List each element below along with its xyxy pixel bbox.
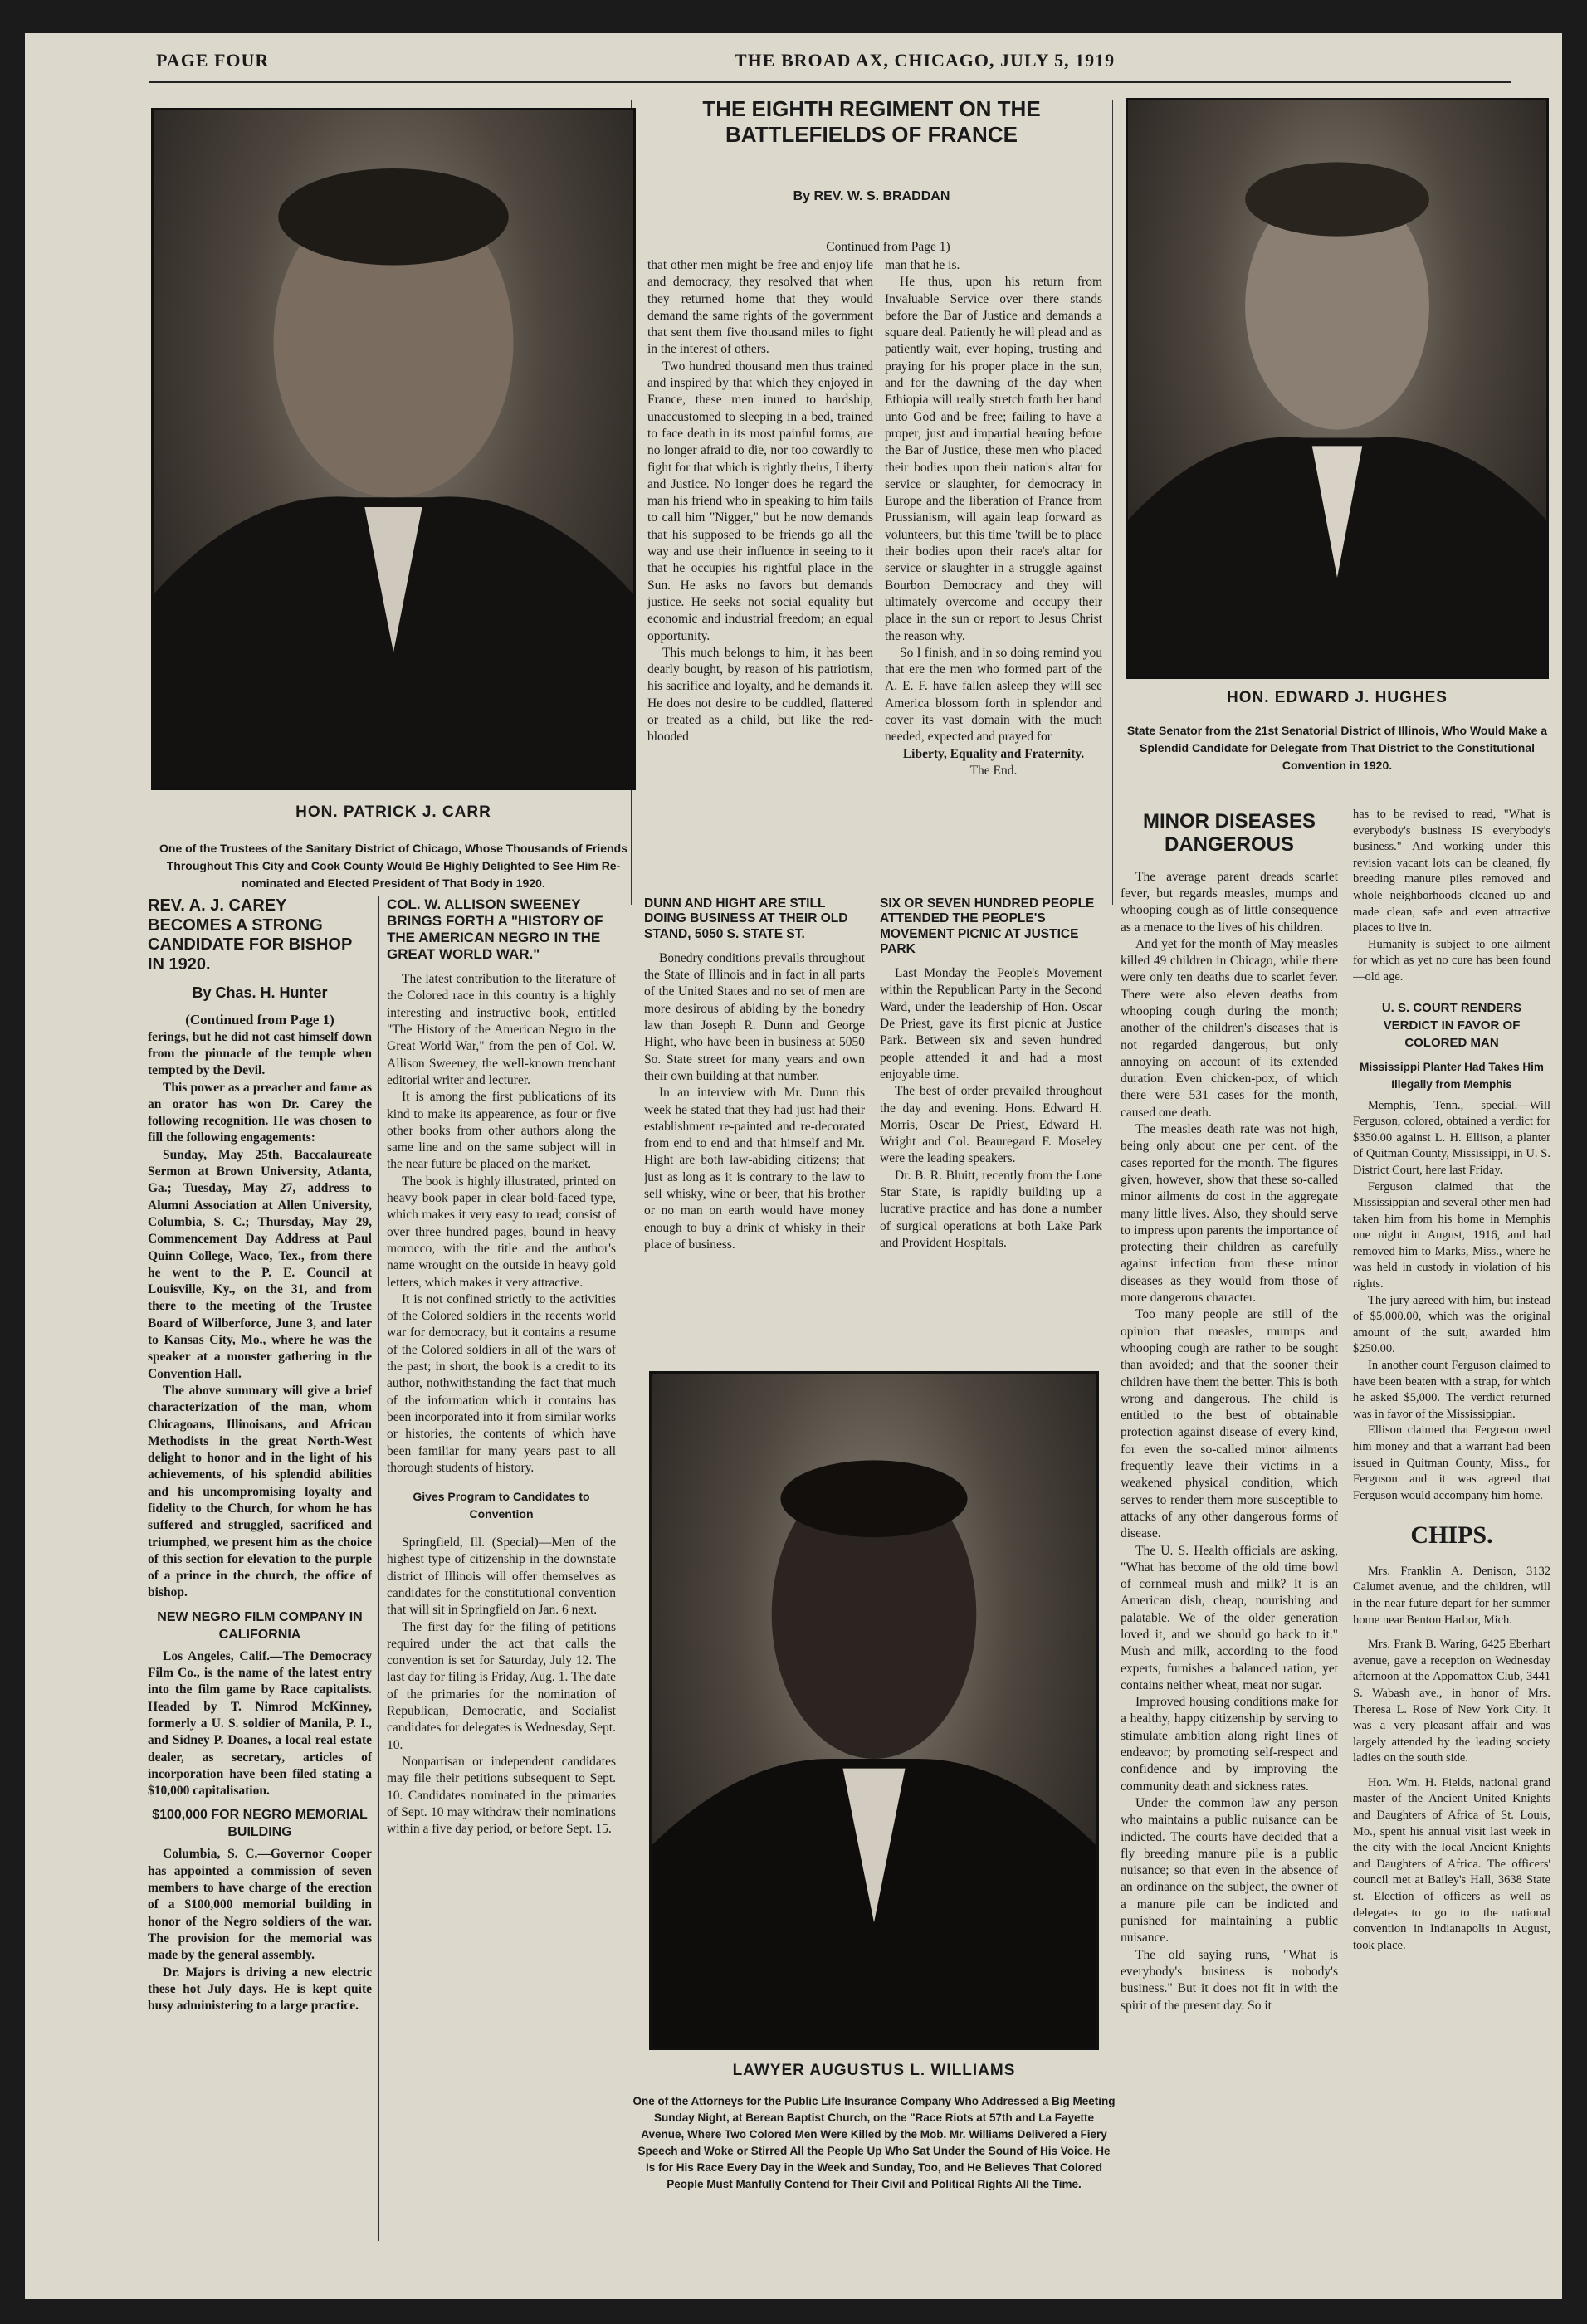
- eighth-regiment-title: THE EIGHTH REGIMENT ON THE BATTLEFIELDS OF FRANCE: [702, 96, 1041, 147]
- article-paragraph: man that he is.: [885, 258, 960, 272]
- article-paragraph: Under the common law any person who maintains a public nuisance can be indicted. The courts have decided that a fly breeding manure pile is a public nuisance; so that even in the absence of an ordinance on the subject, the owner of a manure pile can be indicted and punished for maintaining a public nuisance.: [1121, 1795, 1338, 1946]
- article-paragraph: The first day for the filing of petitions required under the act that calls the convention is set for Saturday, July 12. The last day for filing is Friday, Aug. 1. The date of the primaries for the nomination of Republican, Democratic, and Socialist candidates for delegates is Wednesday, Sept. 10.: [387, 1619, 616, 1752]
- column-1-lower: [148, 896, 372, 2241]
- minor-diseases-article: [1121, 807, 1338, 2241]
- article-paragraph: Hon. Wm. H. Fields, national grand master of the Ancient United Knights and Daughters of Africa of St. Louis, Mo., spent his annual visit last week in the city with the local Ancient Knights and Daughters of Africa. The officers' council met at Bailey's Hall, 3638 State st. Election of officers as well as delegates to go to the national convention in Indianapolis in August, took place.: [1353, 1775, 1550, 1952]
- dunn-hight-article: [644, 896, 865, 1361]
- article-paragraph: The best of order prevailed throughout the day and evening. Hons. Edward H. Morris, Oscar De Priest, Edward H. Wright and Col. Beauregard F. Moseley were the leading speakers.: [880, 1084, 1102, 1166]
- continued-note: (Continued from Page 1): [185, 1012, 334, 1028]
- article-paragraph: Sunday, May 25th, Baccalaureate Sermon at Brown University, Atlanta, Ga.; Tuesday, May 27, address to Alumni Association at Allen University, Columbia, S. C.; Thursday, May 29, Commencement Day Address at Paul Quinn College, Waco, Tex., from there he went to the P. E. Council at Louisville, Ky., on the 31, and from there to the meeting of the Trustee Board of Wilberforce, June 3, and later to Kansas City, Mo., where he was the speaker at a monster gathering in the Convention Hall.: [148, 1147, 372, 1381]
- article-paragraph: The above summary will give a brief characterization of the man, whom Chicagoans, Illinoisans, and African Methodists in the great North-West delight to honor and in the light of his achievements, of his splendid abilities and his uncompromising loyalty and fidelity to the Church, for whom he has suffered and struggled, sacrificed and triumphed, we present him as the choice of this section for elevation to the purple of a prince in the church, the office of bishop.: [148, 1383, 372, 1600]
- article-paragraph: Mrs. Frank B. Waring, 6425 Eberhart avenue, gave a reception on Wednesday afternoon at the Appomattox Club, 3441 S. Wabash ave., in honor of Mrs. Theresa L. Rose of New York City. It was a very pleasant affair and was largely attended by the leading society ladies on the south side.: [1353, 1638, 1550, 1765]
- court-subtitle: Mississippi Planter Had Takes Him Illegally from Memphis: [1360, 1060, 1544, 1091]
- portrait-augustus-williams: [649, 1371, 1099, 2050]
- article-paragraph: Ellison claimed that Ferguson owed him money and that a warrant had been issued in Quitman County, Miss., for Ferguson and it was agreed that Ferguson would accompany him home.: [1353, 1423, 1550, 1502]
- article-paragraph: In another count Ferguson claimed to have been beaten with a strap, for which he asked $5,000. The verdict returned was in favor of the Mississippian.: [1353, 1359, 1550, 1421]
- article-paragraph: Last Monday the People's Movement within the Republican Party in the Second Ward, under the leadership of Hon. Oscar De Priest, gave its first picnic at Justice Park. Between six and seven hundred people attended it and had a most enjoyable time.: [880, 966, 1102, 1081]
- chips-title: CHIPS.: [1410, 1521, 1493, 1550]
- article-paragraph: The book is highly illustrated, printed on heavy book paper in clear bold-faced type, which makes it very easy to read; consist of over three hundred pages, bound in heavy morocco, with the title and the author's name wrought on the outside in heavy gold letters, which makes it very attractive.: [387, 1174, 616, 1290]
- eighth-regiment-col2: [885, 257, 1102, 888]
- sweeney-title: COL. W. ALLISON SWEENEY BRINGS FORTH A "HISTORY OF THE AMERICAN NEGRO IN THE GREAT WORLD WAR.": [387, 896, 603, 963]
- article-paragraph: Ferguson claimed that the Mississippian and several other men had taken him from his home in Memphis one night in August, 1916, and had removed him to Marks, Miss., where he was held in custody in violation of his rights.: [1353, 1179, 1550, 1291]
- article-paragraph: Dr. B. R. Bluitt, recently from the Lone Star State, is rapidly building up a lucrative practice and has done a number of surgical operations at both Lake Park and Provident Hospitals.: [880, 1168, 1102, 1250]
- article-paragraph: Springfield, Ill. (Special)—Men of the highest type of citizenship in the downstate district of Illinois will offer themselves as candidates for the constitutional convention that will sit in Springfield on Jan. 6 next.: [387, 1536, 616, 1618]
- header-rule: [149, 81, 1511, 83]
- caption-hughes-text: State Senator from the 21st Senatorial District of Illinois, Who Would Make a Splendid Candidate for Delegate from That District to the Constitutional Convention in 1920.: [1126, 724, 1548, 772]
- article-paragraph: Bonedry conditions prevails throughout the State of Illinois and in fact in all parts of the United States and no set of men are more desirous of abiding by the bonedry law than Joseph R. Dunn and George Hight, who have been in business at 5050 So. State street for many years and own their own building at that number.: [644, 950, 865, 1083]
- article-paragraph: In an interview with Mr. Dunn this week he stated that they had just had their establishment re-painted and re-decorated from end to end and that himself and Mr. Hight are both law-abiding citizens; that just as long as it is contrary to the law to sell whisky, wine or beer, that his brother or no man on earth would have money enough to buy a drink of whisky in their place of business.: [644, 1086, 865, 1252]
- picnic-title: SIX OR SEVEN HUNDRED PEOPLE ATTENDED THE PEOPLE'S MOVEMENT PICNIC AT JUSTICE PARK: [880, 896, 1095, 956]
- article-paragraph: The average parent dreads scarlet fever, but regards measles, mumps and whooping cough as of little consequence as a menace to the lives of his children.: [1121, 869, 1338, 935]
- article-paragraph: ferings, but he did not cast himself down from the pinnacle of the temple when tempted by the Devil.: [148, 1029, 372, 1078]
- dunn-title: DUNN AND HIGHT ARE STILL DOING BUSINESS AT THEIR OLD STAND, 5050 S. STATE ST.: [644, 896, 848, 941]
- caption-hughes-name: HON. EDWARD J. HUGHES: [1227, 689, 1448, 706]
- article-paragraph: Too many people are still of the opinion that measles, mumps and whooping cough are rather to be sought than avoided; and that the sooner their children have them the better. This is both wrong and dangerous. The child is entitled to the best of obtainable protection against disease of every kind, for even the so-called minor ailments frequently leave their victims in a weakened physical condition, which serves to render them more susceptible to attacks of any other dangerous forms of disease.: [1121, 1307, 1338, 1541]
- portrait-edward-hughes: [1126, 98, 1549, 679]
- caption-williams-text: One of the Attorneys for the Public Life Insurance Company Who Addressed a Big Meeting Sunday Night, at Berean Baptist Church, on the "Race Riots at 57th and La Fayette Avenue, Where Two Colored Men Were Killed by the Mob. Mr. Williams Delivered a Fiery Speech and Woke or Stirred All the People Up Who Sat Under the Sound of His Voice. He Is for His Race Every Day in the Week and Sunday, Too, and He Believes That Colored People Must Manfully Contend for Their Civil and Political Rights All the Time.: [632, 2095, 1116, 2190]
- eighth-regiment-col1: [647, 257, 873, 888]
- article-paragraph: Columbia, S. C.—Governor Cooper has appointed a commission of seven members to have charge of the erection of a $100,000 memorial building in honor of the Negro soldiers of the war. The provision for the memorial was made by the general assembly.: [148, 1847, 372, 1963]
- article-paragraph: Mrs. Franklin A. Denison, 3132 Calumet avenue, and the children, will in the near future depart for her summer home near Benton Harbor, Mich.: [1353, 1564, 1550, 1627]
- article-paragraph: It is not confined strictly to the activities of the Colored soldiers in the recents world war for democracy, but it contains a resume of the Colored soldiers in all of the wars of the past; in short, the book is a credit to its author, nothwithstanding the fact that much of the information which it contains has been incorporated into it from similar works or histories, the contents of which have been familiar for many years past to all thorough students of history.: [387, 1291, 616, 1475]
- page-label: PAGE FOUR: [156, 50, 270, 71]
- article-paragraph: This much belongs to him, it has been dearly bought, by reason of his patriotism, his sacrifice and loyalty, and he demands it. He does not desire to be cuddled, flattered or treated as a child, but like the red-blooded: [647, 645, 873, 745]
- article-paragraph: The measles death rate was not high, being only about one per cent. of the cases reported for the month. The figures given, however, show that these so-called minor ailments do cost in the aggregate many little lives. Also, they should serve to impress upon parents the importance of protecting their children as carefully against infection from these minor diseases as they would from those of more dangerous character.: [1121, 1122, 1338, 1306]
- carey-title: REV. A. J. CAREY BECOMES A STRONG CANDIDATE FOR BISHOP IN 1920.: [148, 896, 352, 974]
- program-title: Gives Program to Candidates to Convention: [413, 1490, 590, 1521]
- article-paragraph: He thus, upon his return from Invaluable Service over there stands before the Bar of Justice and demands a square deal. Patiently he will plead and as patiently wait, ever hoping, trusting and praying for his proper place in the sun, and for the dawning of the day when Ethiopia will really stretch forth her hand unto God and be free; failing to have a proper, just and impartial hearing before the Bar of Justice, these men who placed their bodies upon their nation's altar for service or slaughter, for democracy in Europe and the liberation of France from Prussianism, will again leap forward as volunteers, but this time 'twill be to place their bodies upon their race's altar for service or slaughter in a struggle against Bourbon Democracy and they will ultimately overcome and occupy their place in the sun or report to Jesus Christ the reason why.: [885, 275, 1102, 643]
- article-paragraph: The U. S. Health officials are asking, "What has become of the old time bowl of cornmeal mush and milk? It is an American dish, cheap, nourishing and palatable. We of the older generation loved it, and we should go back to it." Mush and milk, according to the food experts, furnishes a balanced ration, yet contains neither wheat, meat nor sugar.: [1121, 1543, 1338, 1692]
- column-rule: [378, 896, 379, 2241]
- article-paragraph: So I finish, and in so doing remind you that ere the men who formed part of the A. E. F. have fallen asleep they will see America blossom forth in splendor and cover its vast domain with the much needed, expected and prayed for: [885, 645, 1102, 745]
- portrait-figure-icon: [1128, 100, 1546, 676]
- portrait-patrick-carr: [151, 108, 636, 790]
- article-paragraph: has to be revised to read, "What is everybody's business IS everybody's business." And working under this revision vacant lots can be cleaned, fly breeding manure piles removed and whole neighborhoods cleaned up and made clean, safe and even attractive places to live in.: [1353, 808, 1550, 935]
- article-paragraph: This power as a preacher and fame as an orator has won Dr. Carey the following recognition. He was chosen to fill the following engagements:: [148, 1080, 372, 1145]
- memorial-title: $100,000 FOR NEGRO MEMORIAL BUILDING: [152, 1808, 368, 1840]
- article-end: The End.: [969, 763, 1018, 778]
- carey-byline: By Chas. H. Hunter: [192, 984, 328, 1002]
- article-paragraph: The old saying runs, "What is everybody's business is nobody's business." But it does not fit in with the spirit of the present day. So it: [1121, 1947, 1338, 2013]
- portrait-figure-icon: [652, 1374, 1096, 2048]
- article-paragraph: And yet for the month of May measles killed 49 children in Chicago, while there were only ten deaths due to scarlet fever. There were also eleven deaths from whooping cough during the month; another of the children's diseases that is not regarded dangerous, but only annoying on account of its extended duration. Even chicken-pox, of which there were 531 cases for the month, caused one death.: [1121, 936, 1338, 1120]
- article-paragraph: It is among the first publications of its kind to make its appearence, as four or five other books from other authors along the same line and on the same subject will in the near future be placed on the market.: [387, 1090, 616, 1172]
- caption-carr-text: One of the Trustees of the Sanitary District of Chicago, Whose Thousands of Friends Throughout This City and Cook County Would Be Highly Delighted to See Him Re-nominated and Elected President of That Body in 1920.: [159, 842, 627, 890]
- portrait-figure-icon: [154, 110, 633, 788]
- column-2-lower: [387, 896, 616, 2241]
- continued-note: Continued from Page 1): [826, 240, 950, 254]
- right-column: [1353, 807, 1550, 2241]
- article-paragraph: The jury agreed with him, but instead of $5,000.00, which was the original amount of the suit, awarded him $250.00.: [1353, 1293, 1550, 1356]
- article-paragraph: Humanity is subject to one ailment for which as yet no cure has been found—old age.: [1353, 937, 1550, 984]
- article-paragraph: that other men might be free and enjoy life and democracy, they resolved that when they returned home that they would demand the same rights of the government that sent them five thousand miles to fight in the interest of others.: [647, 258, 873, 357]
- eighth-regiment-continued: [797, 239, 979, 256]
- masthead: THE BROAD AX, CHICAGO, JULY 5, 1919: [735, 50, 1116, 71]
- film-title: NEW NEGRO FILM COMPANY IN CALIFORNIA: [157, 1609, 363, 1642]
- caption-carr-name: HON. PATRICK J. CARR: [295, 803, 491, 821]
- eighth-regiment-byline: By REV. W. S. BRADDAN: [793, 189, 950, 203]
- minor-title: MINOR DISEASES DANGEROUS: [1142, 810, 1316, 857]
- article-paragraph: Improved housing conditions make for a healthy, happy citizenship by serving to stimulate ambition along right lines of endeavor; by promoting self-respect and confidence and by improving the community death and sickness rates.: [1121, 1695, 1338, 1794]
- article-paragraph: The latest contribution to the literature of the Colored race in this country is a highly interesting and instructive book, entitled "The History of the American Negro in the Great World War," from the pen of Col. W. Allison Sweeney, the well-known trenchant editorial writer and lecturer.: [387, 972, 616, 1087]
- column-rule: [1112, 100, 1113, 905]
- picnic-article: [880, 896, 1102, 1361]
- article-paragraph: Liberty, Equality and Fraternity.: [902, 746, 1085, 761]
- article-paragraph: Los Angeles, Calif.—The Democracy Film Co., is the name of the latest entry into the film game by Race capitalists. Headed by T. Nimrod McKinney, formerly a U. S. soldier of Manila, P. I., and Sidney P. Doanes, a local real estate dealer, as secretary, articles of incorporation have been filed stating a $10,000 capitalisation.: [148, 1648, 372, 1799]
- article-paragraph: Two hundred thousand men thus trained and inspired by that which they enjoyed in France, these men inured to hardship, unaccustomed to sleeping in a bed, trained to face death in its most painful forms, are no longer afraid to die, nor too cowardly to fight for that which is rightly theirs, Liberty and Justice. No longer does he regard the man his friend who in speaking to him fails to call him "Nigger," but he now demands that his supposed to be friends go all the way and use their influence in seeing to it that he occupies his rightful place in the Sun. He asks no favors but demands justice. He seeks not social equality but economic and industrial freedom; an equal opportunity.: [647, 359, 873, 643]
- article-paragraph: Nonpartisan or independent candidates may file their petitions subsequent to Sept. 10. Candidates nominated in the primaries of Sept. 10 may withdraw their nominations within a five day period, or before Sept. 15.: [387, 1754, 616, 1837]
- article-paragraph: Memphis, Tenn., special.—Will Ferguson, colored, obtained a verdict for $350.00 against L. H. Ellison, a planter of Quitman County, Mississippi, in U. S. District Court, here last Friday.: [1353, 1098, 1550, 1177]
- court-title: U. S. COURT RENDERS VERDICT IN FAVOR OF COLORED MAN: [1381, 1000, 1522, 1050]
- article-paragraph: Dr. Majors is driving a new electric these hot July days. He is kept quite busy administering to a large practice.: [148, 1965, 372, 2014]
- newspaper-page: [25, 33, 1562, 2299]
- caption-williams-name: LAWYER AUGUSTUS L. WILLIAMS: [732, 2062, 1016, 2079]
